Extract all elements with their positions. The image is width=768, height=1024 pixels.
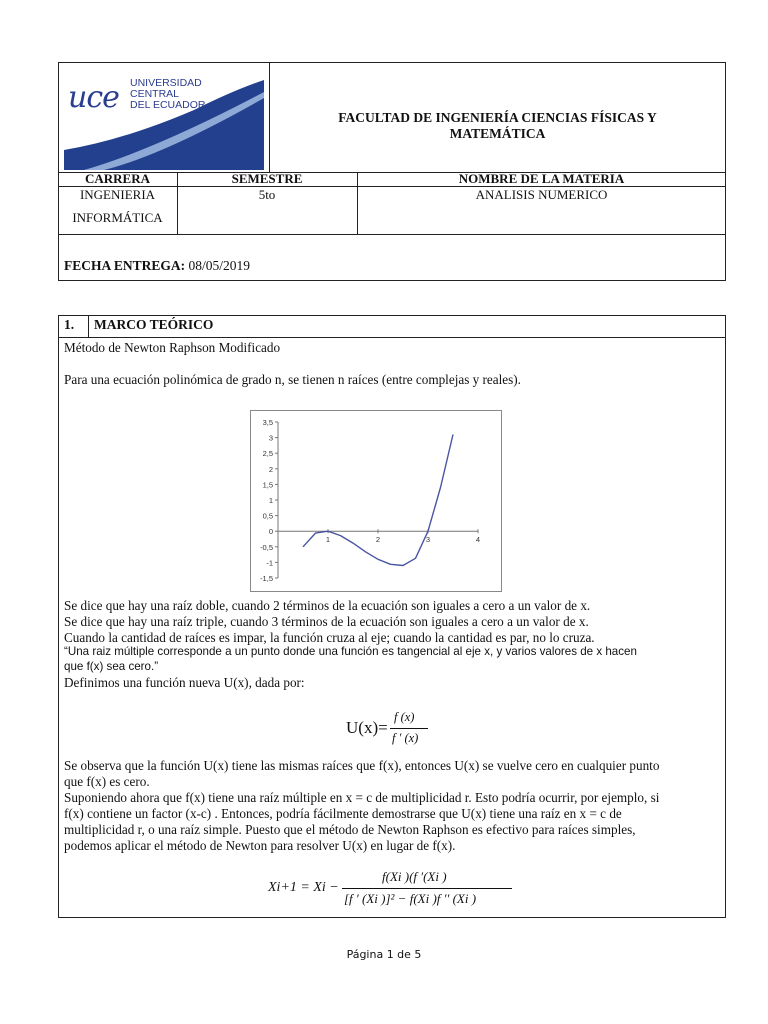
formula-newton-denominator: [f ′ (Xi )]² − f(Xi )f ′′ (Xi ) [344, 891, 477, 906]
semestre-value: 5to [258, 187, 276, 202]
chart-x-tick-label: 4 [475, 535, 481, 545]
chart-y-tick-label: -0,5 [260, 542, 273, 552]
formula-newton-lhs: Xi+1 = Xi − [268, 880, 339, 895]
function-chart [250, 410, 502, 592]
chart-y-tick-label: 1 [268, 496, 273, 505]
sup-line-1: Suponiendo ahora que f(x) tiene una raíz múltiple en x = c de multiplicidad r. Esto podría ocurrir, por ejemplo, si [64, 790, 660, 805]
fecha-value: 08/05/2019 [188, 258, 251, 273]
chart-y-tick-label: 0 [268, 527, 273, 537]
page-number: Página 1 de 5 [346, 948, 422, 961]
section-number: 1. [64, 317, 75, 332]
obs-line-2: que f(x) es cero. [64, 774, 150, 789]
formula-u [346, 710, 466, 750]
formula-u-fraction-bar [390, 728, 428, 729]
sup-line-3: multiplicidad r, o una raíz simple. Puesto que el método de Newton Raphson es efectivo para raíces simples, [64, 822, 636, 837]
chart-y-tick-label: 1,5 [262, 480, 273, 490]
chart-y-tick-label: 3,5 [262, 418, 273, 427]
col-header-semestre: SEMESTRE [231, 171, 303, 186]
faculty-title-line2: MATEMÁTICA [449, 126, 546, 141]
obs-line-1: Se observa que la función U(x) tiene las mismas raíces que f(x), entonces U(x) se vuelve cero en cualquier punto [64, 758, 660, 773]
function-chart-svg [250, 410, 502, 592]
sup-line-2: f(x) contiene un factor (x-c) . Entonces, podría fácilmente demostrarse que U(x) tiene una raíz en x = c de [64, 806, 622, 821]
logo-text-line3: DEL ECUADOR [130, 99, 206, 111]
formula-u-denominator: f ′ (x) [392, 731, 419, 745]
fecha-label: FECHA ENTREGA: [64, 258, 186, 273]
col-header-carrera: CARRERA [85, 171, 150, 186]
formula-newton [268, 868, 518, 912]
logo-text-line2: CENTRAL [130, 88, 180, 100]
chart-x-tick-label: 1 [325, 535, 331, 545]
text-line-3: Cuando la cantidad de raíces es impar, la función cruza al eje; cuando la cantidad es par, no lo cruza. [64, 630, 595, 645]
define-line: Definimos una función nueva U(x), dada por: [64, 675, 305, 690]
carrera-value-line2: INFORMÁTICA [72, 210, 163, 225]
quote-line-1: “Una raiz múltiple corresponde a un punto donde una función es tangencial al eje x, y varios valores de x hacen [64, 645, 637, 658]
chart-y-tick-label: 3 [268, 433, 273, 443]
formula-newton-fraction-bar [342, 888, 512, 889]
section-number-divider [88, 315, 89, 337]
col-header-materia: NOMBRE DE LA MATERIA [458, 171, 625, 186]
section-title: MARCO TEÓRICO [94, 317, 214, 332]
logo-mark: uce [68, 80, 119, 115]
chart-x-tick-label: 3 [425, 535, 431, 545]
formula-u-lhs: U(x)= [346, 718, 388, 737]
faculty-title-line1: FACULTAD DE INGENIERÍA CIENCIAS FÍSICAS Y [338, 110, 657, 125]
materia-value: ANALISIS NUMERICO [475, 187, 608, 202]
chart-y-tick-label: -1,5 [260, 574, 273, 583]
logo-text-line1: UNIVERSIDAD [130, 77, 202, 89]
chart-x-tick-label: 2 [375, 535, 381, 545]
chart-y-tick-label: -1 [266, 558, 273, 568]
carrera-value-line1: INGENIERIA [79, 187, 156, 202]
section-header-divider [58, 337, 726, 338]
chart-y-tick-label: 0,5 [262, 511, 273, 521]
formula-newton-numerator: f(Xi )(f ′(Xi ) [382, 869, 447, 884]
chart-y-tick-label: 2 [268, 464, 273, 474]
formula-u-numerator: f (x) [394, 710, 415, 724]
sup-line-4: podemos aplicar el método de Newton para resolver U(x) en lugar de f(x). [64, 838, 456, 853]
quote-line-2: que f(x) sea cero.” [64, 660, 159, 673]
method-title: Método de Newton Raphson Modificado [64, 340, 281, 355]
text-line-2: Se dice que hay una raíz triple, cuando 3 términos de la ecuación son iguales a cero a un valor de x. [64, 614, 589, 629]
university-logo [64, 70, 264, 170]
text-line-1: Se dice que hay una raíz doble, cuando 2 términos de la ecuación son iguales a cero a un valor de x. [64, 598, 591, 613]
chart-y-tick-label: 2,5 [262, 449, 273, 459]
para-roots: Para una ecuación polinómica de grado n, se tienen n raíces (entre complejas y reales). [64, 372, 521, 387]
fecha-row [64, 258, 250, 274]
chart-frame [251, 411, 502, 592]
